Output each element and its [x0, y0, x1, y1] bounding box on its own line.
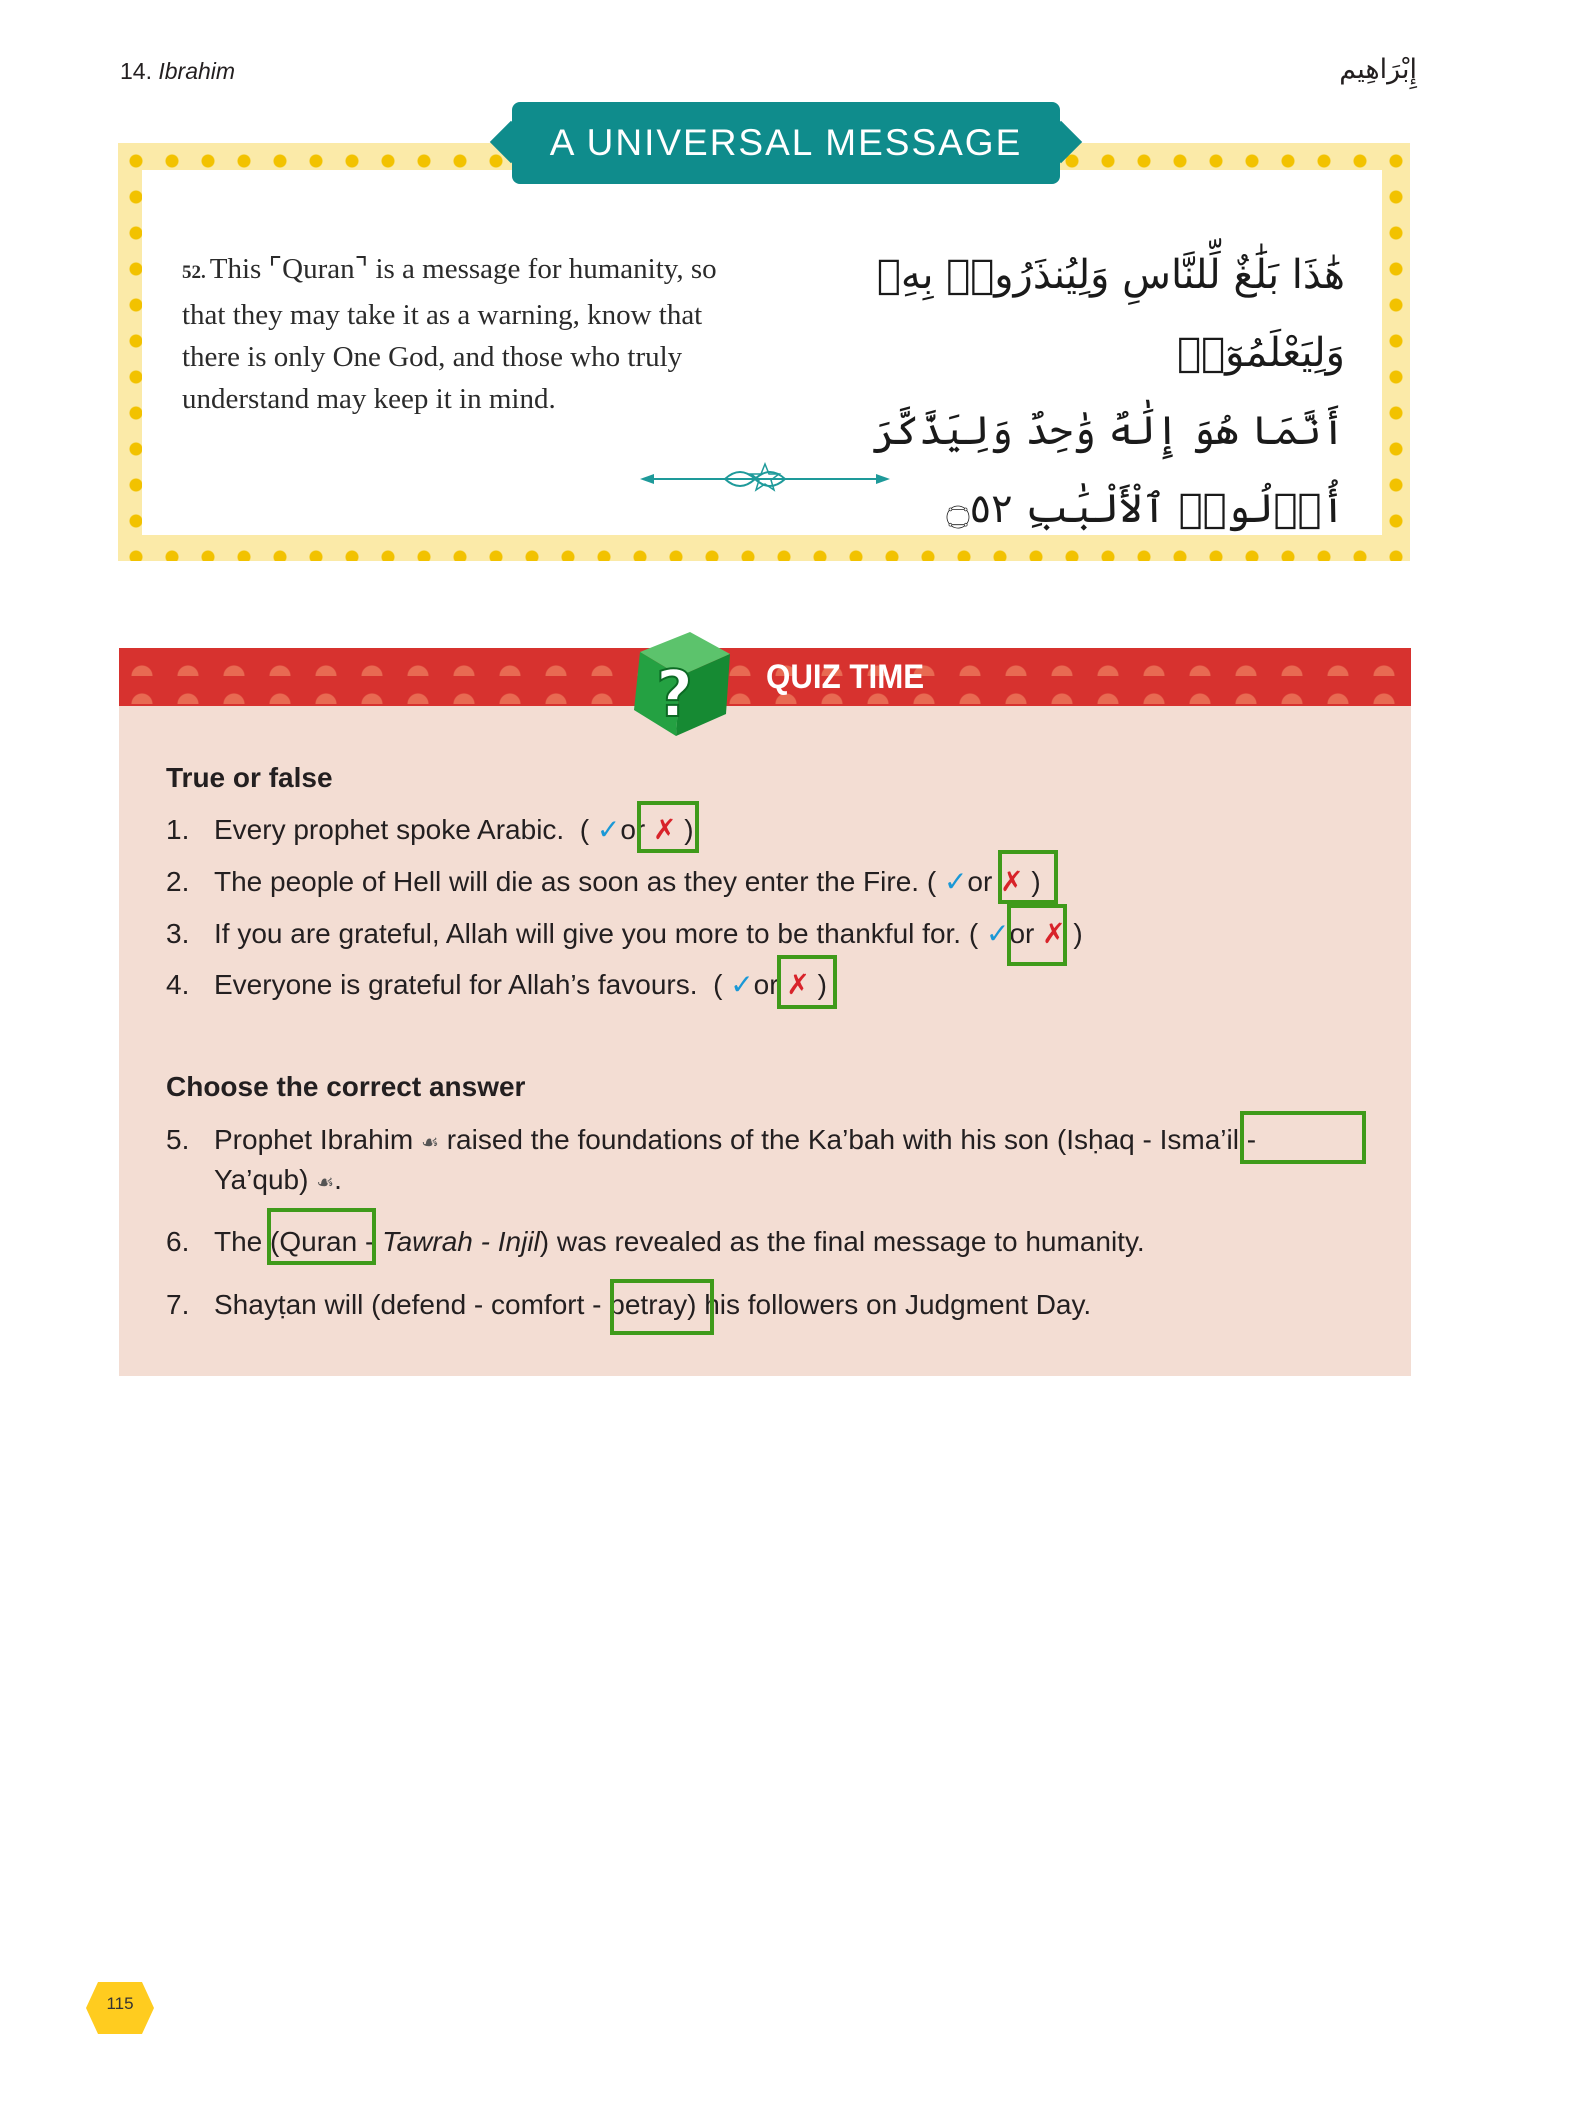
quiz-panel: [119, 648, 1411, 1376]
question-number: 1.: [166, 814, 190, 845]
arabic-line-2: أَنَّمَا هُوَ إِلَٰهٌ وَٰحِدٌ وَلِيَذَّكَّرَ أُو۟لُوا۟ ٱلْأَلْبَٰبِ ۝٥٢: [872, 408, 1345, 532]
page-number: 115: [106, 1994, 134, 2013]
choose-heading: Choose the correct answer: [166, 1071, 526, 1102]
verse-translation: [182, 248, 727, 420]
choice-question-5: [166, 1120, 1368, 1163]
verse-english-text: This ⌜Quran⌝ is a message for humanity, so that they may take it as a warning, know that there is only One God, and those who truly understand may keep it in mind.: [182, 253, 717, 415]
answer-mark-6: [267, 1208, 376, 1265]
cross-icon: ✗: [1042, 918, 1066, 949]
arabic-chapter-title: إِبْرَاهِيم: [1339, 54, 1417, 85]
question-number: 3.: [166, 918, 190, 949]
chapter-label: [120, 58, 235, 85]
question-text: raised the foundations of the Ka’bah with his son (Isḥaq - Isma’il -: [446, 1124, 1257, 1155]
question-text: Prophet Ibrahim: [214, 1124, 414, 1155]
page-number-badge: [84, 1980, 156, 2036]
answer-mark-3: [1007, 904, 1067, 966]
question-number: 6.: [166, 1226, 190, 1257]
answer-mark-1: [637, 801, 699, 853]
question-cube-icon: [620, 618, 744, 742]
svg-text:?: ?: [656, 658, 694, 732]
true-false-heading: True or false: [166, 762, 333, 793]
question-text: If you are grateful, Allah will give you more to be thankful for.: [214, 918, 962, 949]
verse-arabic: [760, 236, 1345, 548]
choice-question-5-line2: Ya’qub) ☙.: [214, 1164, 342, 1195]
tf-question-3: 3. If you are grateful, Allah will give you more to be thankful for. ( ✓or ✗ ): [166, 914, 1083, 954]
question-number: 7.: [166, 1289, 190, 1320]
question-text: ) was revealed as the final message to humanity.: [539, 1226, 1145, 1257]
question-text: Everyone is grateful for Allah’s favours.: [214, 969, 698, 1000]
honorific-icon: ☙: [421, 1132, 439, 1154]
question-text: Shayṭan will (defend - comfort - betray) his followers on Judgment Day.: [214, 1289, 1092, 1320]
honorific-icon: ☙: [316, 1172, 335, 1194]
question-number: 5.: [166, 1124, 190, 1155]
tick-icon: ✓: [943, 866, 968, 897]
question-text: The people of Hell will die as soon as they enter the Fire.: [214, 866, 920, 897]
answer-mark-2: [998, 850, 1058, 904]
cross-icon: ✗: [1000, 866, 1024, 897]
tf-question-2: 2. The people of Hell will die as soon as they enter the Fire. ( ✓or ✗ ): [166, 862, 1041, 902]
tick-icon: ✓: [730, 969, 754, 1000]
cross-icon: ✗: [653, 814, 677, 845]
section-banner: A UNIVERSAL MESSAGE: [512, 102, 1060, 184]
question-text-italic: Tawrah - Injil: [382, 1226, 540, 1257]
arabic-line-1: هَٰذَا بَلَٰغٌ لِّلنَّاسِ وَلِيُنذَرُوا۟ بِهِۦ وَلِيَعْلَمُوٓا۟: [876, 252, 1345, 376]
tf-question-4: 4. Everyone is grateful for Allah’s favours. ( ✓or ✗ ): [166, 965, 827, 1005]
question-number: 2.: [166, 866, 190, 897]
question-text: Ya’qub): [214, 1164, 309, 1195]
cross-icon: ✗: [786, 969, 810, 1000]
question-number: 4.: [166, 969, 190, 1000]
quiz-title: QUIZ TIME: [766, 658, 925, 696]
chapter-number: 14.: [120, 58, 152, 84]
quiz-title-band: [119, 648, 1411, 706]
verse-number: 52.: [182, 262, 206, 283]
ornament-divider-icon: [640, 462, 890, 496]
answer-mark-4: [777, 955, 837, 1009]
question-text: The (Quran -: [214, 1226, 375, 1257]
tick-icon: ✓: [596, 814, 621, 845]
chapter-name: Ibrahim: [158, 58, 236, 84]
tf-question-1: 1. Every prophet spoke Arabic. ( ✓or ✗ ): [166, 810, 694, 850]
answer-mark-7: [610, 1279, 714, 1335]
question-text: Every prophet spoke Arabic.: [214, 814, 565, 845]
answer-mark-5: [1240, 1111, 1366, 1164]
tick-icon: ✓: [985, 918, 1010, 949]
